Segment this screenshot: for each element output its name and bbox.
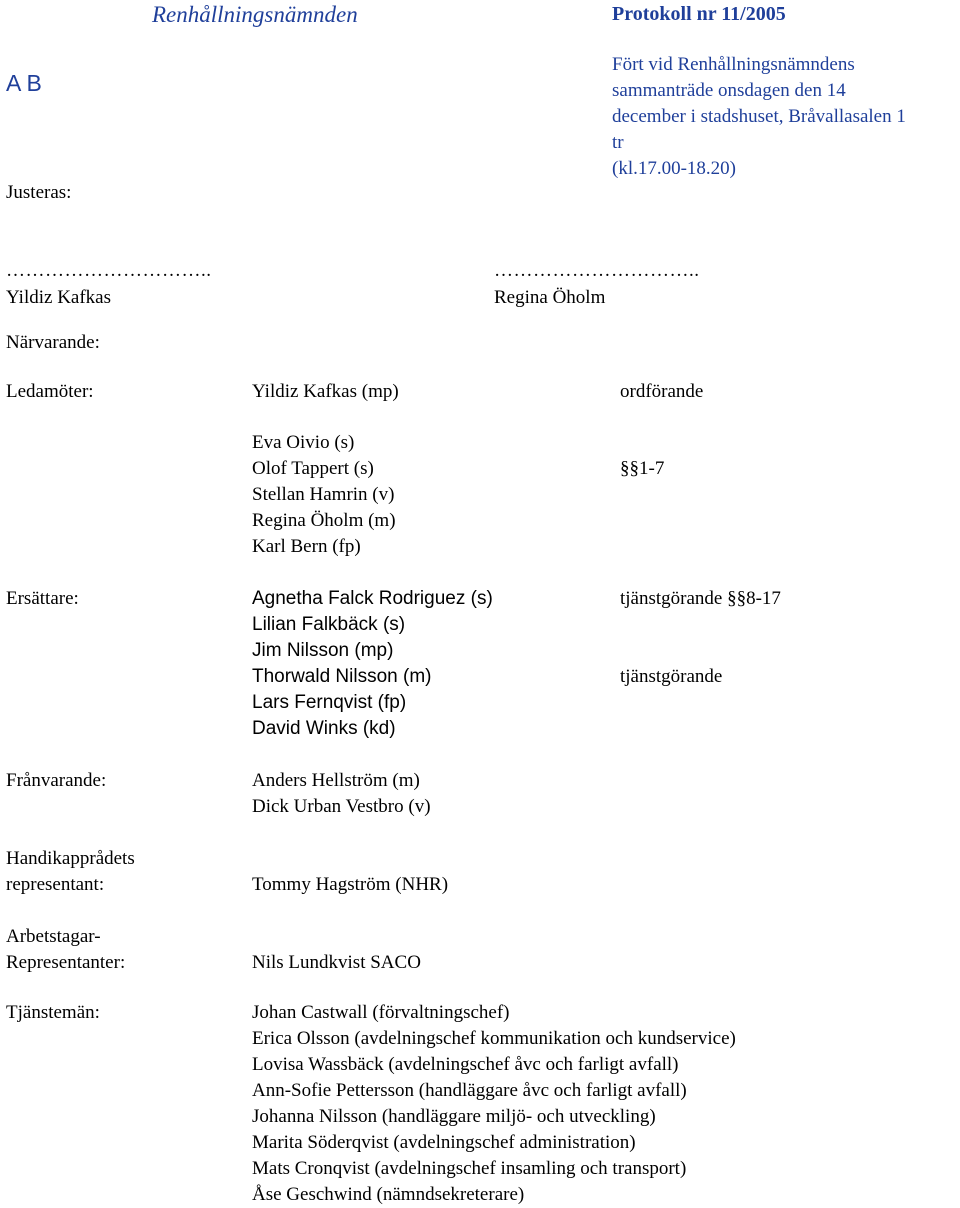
official-item: Ann-Sofie Pettersson (handläggare åvc och farligt avfall) bbox=[252, 1080, 687, 1101]
handicap-council-label bbox=[6, 846, 135, 898]
organization-name: Renhållningsnämnden bbox=[152, 2, 358, 27]
chair-name: Yildiz Kafkas (mp) bbox=[252, 381, 399, 402]
official-item: Marita Söderqvist (avdelningschef administration) bbox=[252, 1132, 636, 1153]
employee-label-line: Representanter: bbox=[6, 952, 126, 973]
absent-item: Anders Hellström (m) bbox=[252, 770, 420, 791]
signature-line-left: ………………………….. bbox=[6, 260, 212, 281]
member-item: Karl Bern (fp) bbox=[252, 536, 361, 557]
employee-representatives-label bbox=[6, 924, 125, 976]
protocol-title: Protokoll nr 11/2005 bbox=[612, 3, 786, 25]
official-item: Erica Olsson (avdelningschef kommunikation och kundservice) bbox=[252, 1028, 736, 1049]
justeras-label: Justeras: bbox=[6, 182, 72, 203]
officials-label: Tjänstemän: bbox=[6, 1002, 100, 1023]
substitute-note: tjänstgörande §§8-17 bbox=[620, 588, 781, 609]
member-item: Olof Tappert (s) bbox=[252, 458, 374, 479]
substitute-item: David Winks (kd) bbox=[252, 718, 396, 739]
members-label: Ledamöter: bbox=[6, 381, 94, 402]
substitute-note: tjänstgörande bbox=[620, 666, 723, 687]
official-item: Johanna Nilsson (handläggare miljö- och utveckling) bbox=[252, 1106, 656, 1127]
handicap-council-label-line: Handikapprådets bbox=[6, 848, 135, 869]
substitute-item: Lars Fernqvist (fp) bbox=[252, 692, 407, 713]
meeting-info bbox=[612, 52, 957, 182]
substitute-item: Lilian Falkbäck (s) bbox=[252, 614, 406, 635]
substitute-item: Agnetha Falck Rodriguez (s) bbox=[252, 588, 493, 609]
member-item: Eva Oivio (s) bbox=[252, 432, 355, 453]
meeting-info-line: Fört vid Renhållningsnämndens bbox=[612, 54, 855, 75]
substitute-item: Jim Nilsson (mp) bbox=[252, 640, 394, 661]
official-item: Lovisa Wassbäck (avdelningschef åvc och farligt avfall) bbox=[252, 1054, 679, 1075]
member-item: Regina Öholm (m) bbox=[252, 510, 396, 531]
substitute-item: Thorwald Nilsson (m) bbox=[252, 666, 432, 687]
meeting-info-line: december i stadshuset, Bråvallasalen 1 bbox=[612, 106, 906, 127]
absent-item: Dick Urban Vestbro (v) bbox=[252, 796, 431, 817]
substitutes-list bbox=[252, 586, 493, 742]
substitutes-label: Ersättare: bbox=[6, 588, 79, 609]
official-item: Åse Geschwind (nämndsekreterare) bbox=[252, 1184, 525, 1205]
official-item: Johan Castwall (förvaltningschef) bbox=[252, 1002, 510, 1023]
logo-mark: A B bbox=[6, 70, 42, 96]
members-list bbox=[252, 430, 396, 560]
member-item: Stellan Hamrin (v) bbox=[252, 484, 395, 505]
meeting-info-line: (kl.17.00-18.20) bbox=[612, 158, 737, 179]
present-heading: Närvarande: bbox=[6, 332, 100, 353]
absent-list bbox=[252, 768, 431, 820]
officials-list bbox=[252, 1000, 736, 1208]
meeting-info-line: tr bbox=[612, 132, 624, 153]
employee-representative: Nils Lundkvist SACO bbox=[252, 952, 421, 973]
handicap-council-representative: Tommy Hagström (NHR) bbox=[252, 874, 449, 895]
members-paragraph-note: §§1-7 bbox=[620, 458, 665, 479]
absent-label: Frånvarande: bbox=[6, 770, 107, 791]
signature-line-right: ………………………….. bbox=[494, 260, 700, 281]
official-item: Mats Cronqvist (avdelningschef insamling och transport) bbox=[252, 1158, 687, 1179]
handicap-council-label-line: representant: bbox=[6, 874, 105, 895]
signer-name-left: Yildiz Kafkas bbox=[6, 287, 112, 308]
employee-label-line: Arbetstagar- bbox=[6, 926, 101, 947]
chair-role: ordförande bbox=[620, 381, 704, 402]
meeting-info-line: sammanträde onsdagen den 14 bbox=[612, 80, 846, 101]
signer-name-right: Regina Öholm bbox=[494, 287, 606, 308]
